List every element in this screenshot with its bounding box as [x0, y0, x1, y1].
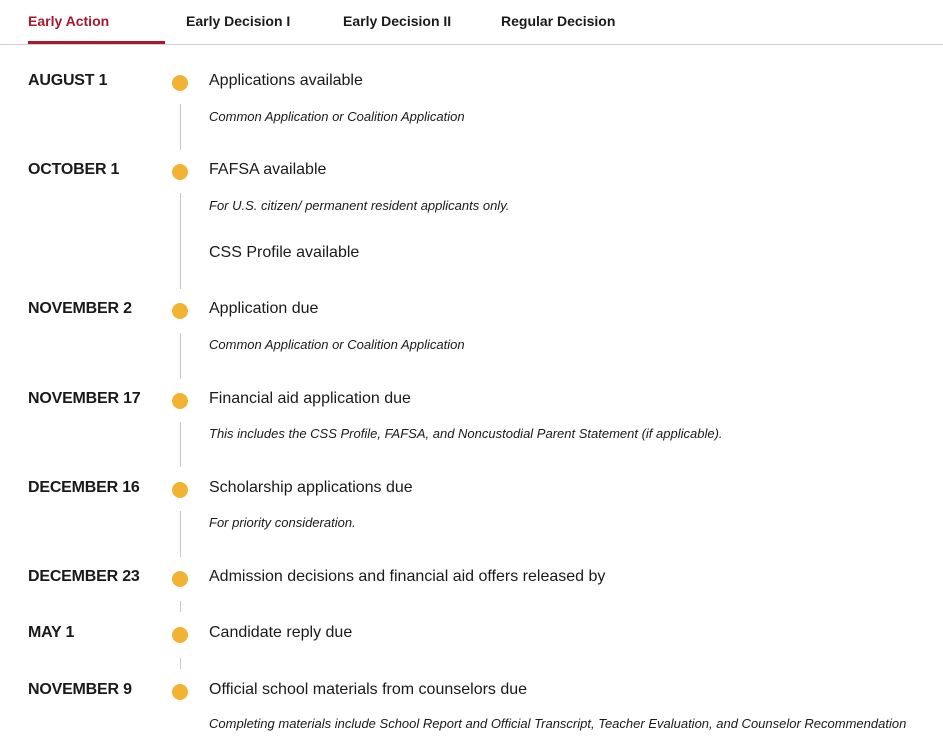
- tab-bar: [0, 0, 943, 45]
- event-title: Applications available: [209, 72, 363, 89]
- event-note: This includes the CSS Profile, FAFSA, and Noncustodial Parent Statement (if applicable).: [209, 426, 723, 441]
- timeline-dot-icon: [172, 393, 188, 409]
- timeline-connector: [180, 333, 181, 379]
- tab-regular-decision[interactable]: Regular Decision: [501, 13, 616, 29]
- event-note: For U.S. citizen/ permanent resident applicants only.: [209, 198, 510, 213]
- event-date: NOVEMBER 2: [28, 300, 132, 317]
- event-title: Scholarship applications due: [209, 479, 413, 496]
- event-date: NOVEMBER 9: [28, 681, 132, 698]
- event-note: Common Application or Coalition Application: [209, 337, 465, 352]
- timeline-dot-icon: [172, 164, 188, 180]
- timeline-dot-icon: [172, 303, 188, 319]
- timeline-dot-icon: [172, 482, 188, 498]
- timeline-connector: [180, 104, 181, 150]
- timeline-connector: [180, 601, 181, 612]
- event-title: Financial aid application due: [209, 390, 411, 407]
- event-date: DECEMBER 16: [28, 479, 140, 496]
- timeline-connector: [180, 658, 181, 669]
- tab-early-decision-ii[interactable]: Early Decision II: [343, 13, 452, 29]
- tab-early-decision-i[interactable]: Early Decision I: [186, 13, 291, 29]
- timeline-dot-icon: [172, 627, 188, 643]
- event-title: Official school materials from counselors due: [209, 681, 528, 698]
- event-title: Admission decisions and financial aid offers released by: [209, 568, 606, 585]
- event-date: NOVEMBER 17: [28, 390, 141, 407]
- timeline-connector: [180, 511, 181, 557]
- event-date: MAY 1: [28, 624, 75, 641]
- timeline-dot-icon: [172, 684, 188, 700]
- timeline-connector: [180, 193, 181, 289]
- event-title-secondary: CSS Profile available: [209, 244, 360, 261]
- event-title: FAFSA available: [209, 161, 327, 178]
- event-date: OCTOBER 1: [28, 161, 120, 178]
- event-note: Completing materials include School Report and Official Transcript, Teacher Evaluation, and Counselor Recommendation: [209, 716, 907, 731]
- event-title: Candidate reply due: [209, 624, 353, 641]
- event-note: Common Application or Coalition Application: [209, 109, 465, 124]
- timeline-connector: [180, 422, 181, 467]
- event-date: AUGUST 1: [28, 72, 108, 89]
- event-title: Application due: [209, 300, 319, 317]
- timeline-dot-icon: [172, 75, 188, 91]
- timeline-dot-icon: [172, 571, 188, 587]
- event-note: For priority consideration.: [209, 515, 356, 530]
- tab-early-action[interactable]: Early Action: [28, 0, 165, 44]
- event-date: DECEMBER 23: [28, 568, 140, 585]
